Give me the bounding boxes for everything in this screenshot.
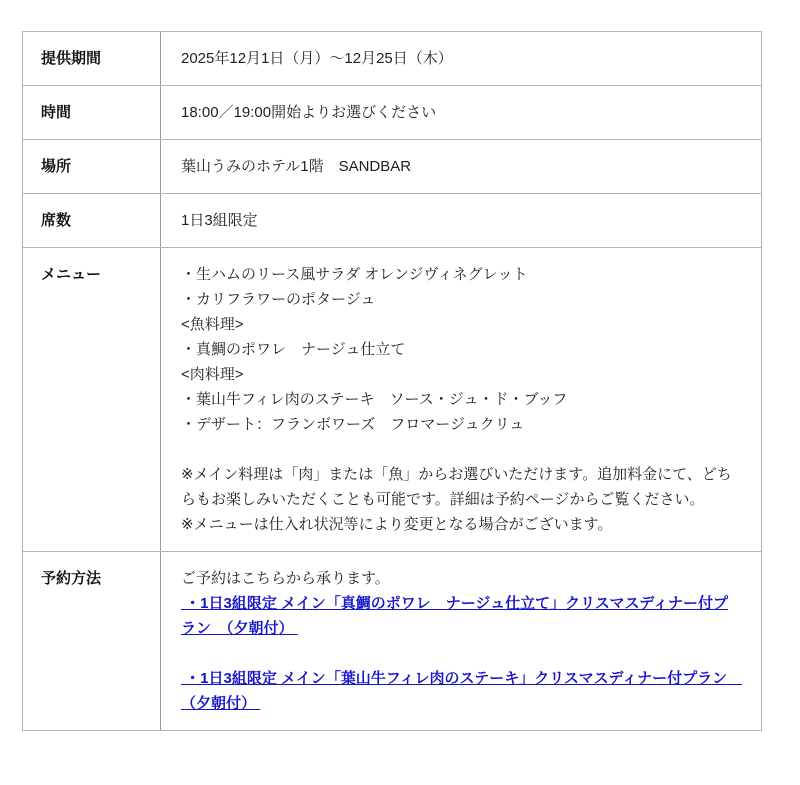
menu-item: ・カリフラワーのポタージュ xyxy=(181,291,376,308)
time-text: 18:00／19:00開始よりお選びください xyxy=(181,104,437,121)
table-row-reservation xyxy=(23,552,761,730)
menu-item: <肉料理> xyxy=(181,366,244,383)
row-value-menu xyxy=(161,248,761,551)
row-value-seats xyxy=(161,194,761,247)
row-label-time: 時間 xyxy=(23,86,161,139)
row-value-period xyxy=(161,32,761,85)
table-row-seats xyxy=(23,194,761,248)
table-row-place xyxy=(23,140,761,194)
reservation-link-line-fish xyxy=(181,591,743,641)
table-row-time xyxy=(23,86,761,140)
menu-item: <魚料理> xyxy=(181,316,244,333)
menu-item: ・葉山牛フィレ肉のステーキ ソース・ジュ・ド・ブッフ xyxy=(181,391,568,408)
row-value-time xyxy=(161,86,761,139)
row-label-seats: 席数 xyxy=(23,194,161,247)
menu-item: ・真鯛のポワレ ナージュ仕立て xyxy=(181,341,406,358)
period-text: 2025年12月1日（月）～12月25日（木） xyxy=(181,50,453,67)
row-value-reservation xyxy=(161,552,761,730)
reservation-link-line-meat xyxy=(181,666,743,716)
reservation-link-meat-plan[interactable]: ・1日3組限定 メイン「葉山牛フィレ肉のステーキ」クリスマスディナー付プラン （夕朝付） xyxy=(181,670,743,712)
row-label-period: 提供期間 xyxy=(23,32,161,85)
info-table xyxy=(22,31,762,731)
row-value-place xyxy=(161,140,761,193)
row-label-place: 場所 xyxy=(23,140,161,193)
menu-item: ・デザート：フランボワーズ フロマージュクリュ xyxy=(181,416,525,433)
menu-item: ・生ハムのリース風サラダ オレンジヴィネグレット xyxy=(181,266,528,283)
blank-line xyxy=(181,641,743,666)
row-label-reservation: 予約方法 xyxy=(23,552,161,730)
table-row-menu xyxy=(23,248,761,552)
reservation-intro: ご予約はこちらから承ります。 xyxy=(181,570,390,587)
blank-line xyxy=(181,437,743,462)
row-label-menu: メニュー xyxy=(23,248,161,551)
menu-note-change: ※メニューは仕入れ状況等により変更となる場合がございます。 xyxy=(181,516,613,533)
table-row-period xyxy=(23,32,761,86)
seats-text: 1日3組限定 xyxy=(181,212,258,229)
place-text: 葉山うみのホテル1階 SANDBAR xyxy=(181,158,412,175)
reservation-link-fish-plan[interactable]: ・1日3組限定 メイン「真鯛のポワレ ナージュ仕立て」クリスマスディナー付プラン （夕朝付） xyxy=(181,595,729,637)
menu-note-main-choice: ※メイン料理は「肉」または「魚」からお選びいただけます。追加料金にて、どちらもお楽しみいただくことも可能です。詳細は予約ページからご覧ください。 xyxy=(181,466,732,508)
